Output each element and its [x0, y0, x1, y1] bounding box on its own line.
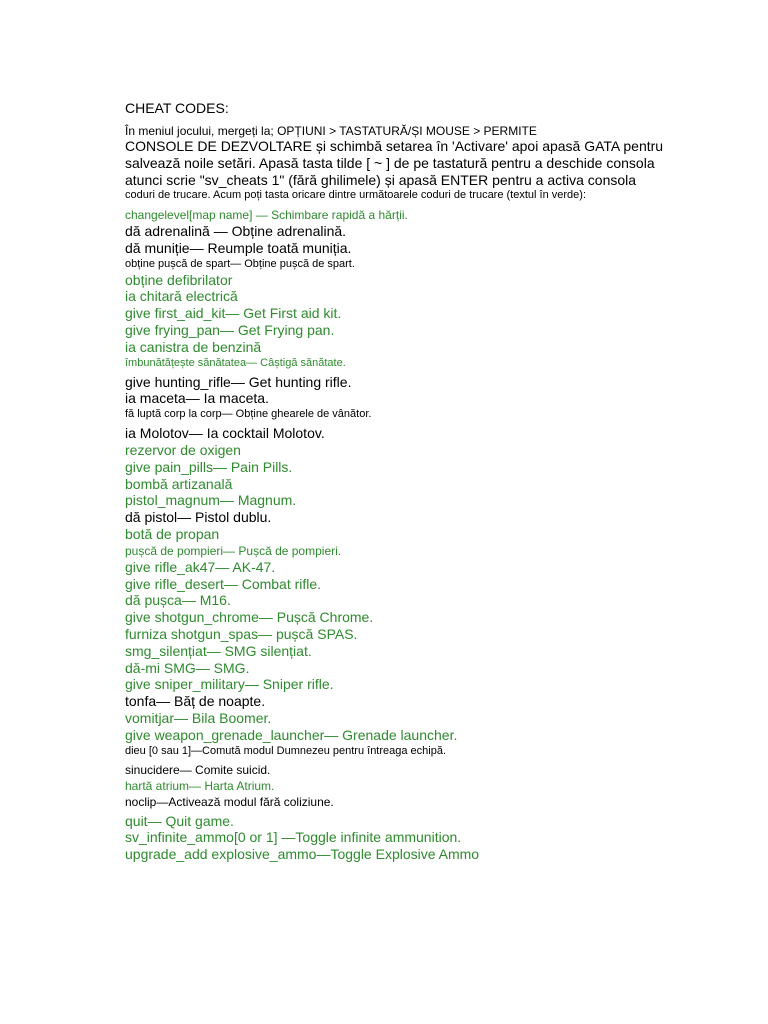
cheat-code-line: give sniper_military— Sniper rifle.	[125, 676, 334, 693]
cheat-code-line: smg_silențiat— SMG silențiat.	[125, 642, 312, 659]
page-title: CHEAT CODES:	[125, 100, 229, 116]
intro-line: atunci scrie "sv_cheats 1" (fără ghilimele) și apasă ENTER pentru a activa consola	[125, 172, 637, 188]
cheat-code-line: tonfa— Băț de noapte.	[125, 693, 266, 710]
cheat-code-line: dă pușca— M16.	[125, 592, 231, 609]
cheat-code-line: îmbunătățește sănătatea— Câștigă sănătate.	[125, 356, 346, 369]
cheat-code-line: changelevel[map name] — Schimbare rapidă a hărții.	[125, 208, 408, 222]
cheat-code-line: give rifle_ak47— AK-47.	[125, 558, 276, 575]
cheat-code-line: vomitjar— Bila Boomer.	[125, 709, 272, 726]
cheat-code-line: upgrade_add explosive_ammo—Toggle Explosive Ammo	[125, 846, 480, 863]
cheat-code-line: noclip—Activează modul fără coliziune.	[125, 794, 334, 809]
cheat-code-line: hartă atrium— Harta Atrium.	[125, 778, 275, 793]
cheat-code-line: give first_aid_kit— Get First aid kit.	[125, 305, 342, 322]
cheat-code-line: ia maceta— Ia maceta.	[125, 390, 269, 407]
cheat-code-line: pușcă de pompieri— Pușcă de pompieri.	[125, 543, 342, 558]
cheat-code-line: quit— Quit game.	[125, 812, 234, 829]
cheat-code-line: furniza shotgun_spas— pușcă SPAS.	[125, 625, 358, 642]
intro-line: CONSOLE DE DEZVOLTARE și schimbă setarea în 'Activare' apoi apasă GATA pentru	[125, 138, 664, 154]
cheat-code-line: give rifle_desert— Combat rifle.	[125, 575, 322, 592]
cheat-code-line: give hunting_rifle— Get hunting rifle.	[125, 373, 352, 390]
cheat-code-line: sinucidere— Comite suicid.	[125, 762, 271, 777]
cheat-code-line: dă adrenalină — Obține adrenalină.	[125, 223, 347, 239]
cheat-code-line: give frying_pan— Get Frying pan.	[125, 321, 335, 338]
cheat-code-line: obține defibrilator	[125, 271, 233, 288]
cheat-code-line: botă de propan	[125, 525, 220, 542]
cheat-code-line: ia Molotov— Ia cocktail Molotov.	[125, 425, 325, 442]
cheat-code-line: bombă artizanală	[125, 475, 233, 492]
cheat-code-line: fă luptă corp la corp— Obține ghearele de vânător.	[125, 408, 372, 421]
cheat-code-line: dă muniție— Reumple toată muniția.	[125, 239, 352, 256]
cheat-code-line: dă-mi SMG— SMG.	[125, 659, 250, 676]
intro-line: În meniul jocului, mergeți la; OPȚIUNI > TASTATURĂ/ȘI MOUSE > PERMITE	[125, 124, 537, 138]
cheat-code-line: sv_infinite_ammo[0 or 1] —Toggle infinite ammunition.	[125, 829, 462, 846]
cheat-code-line: give shotgun_chrome— Pușcă Chrome.	[125, 609, 374, 626]
document-page	[125, 100, 735, 863]
cheat-code-line: give weapon_grenade_launcher— Grenade launcher.	[125, 726, 458, 743]
cheat-code-line: obține pușcă de spart— Obține pușcă de spart.	[125, 257, 355, 270]
intro-line: coduri de trucare. Acum poți tasta oricare dintre următoarele coduri de trucare (textul în verde):	[125, 189, 586, 201]
intro-line: salvează noile setări. Apasă tasta tilde [ ~ ] de pe tastatură pentru a deschide consola	[125, 155, 655, 171]
intro-paragraph	[125, 124, 735, 201]
cheat-code-line: give pain_pills— Pain Pills.	[125, 458, 293, 475]
cheat-code-line: pistol_magnum— Magnum.	[125, 492, 297, 509]
cheat-code-line: ia canistra de benzină	[125, 338, 262, 355]
cheat-code-line: dieu [0 sau 1]—Comută modul Dumnezeu pentru întreaga echipă.	[125, 744, 447, 757]
cheat-code-line: dă pistol— Pistol dublu.	[125, 509, 272, 526]
cheat-code-list	[125, 207, 735, 863]
cheat-code-line: rezervor de oxigen	[125, 441, 241, 458]
cheat-code-line: ia chitară electrică	[125, 288, 238, 305]
